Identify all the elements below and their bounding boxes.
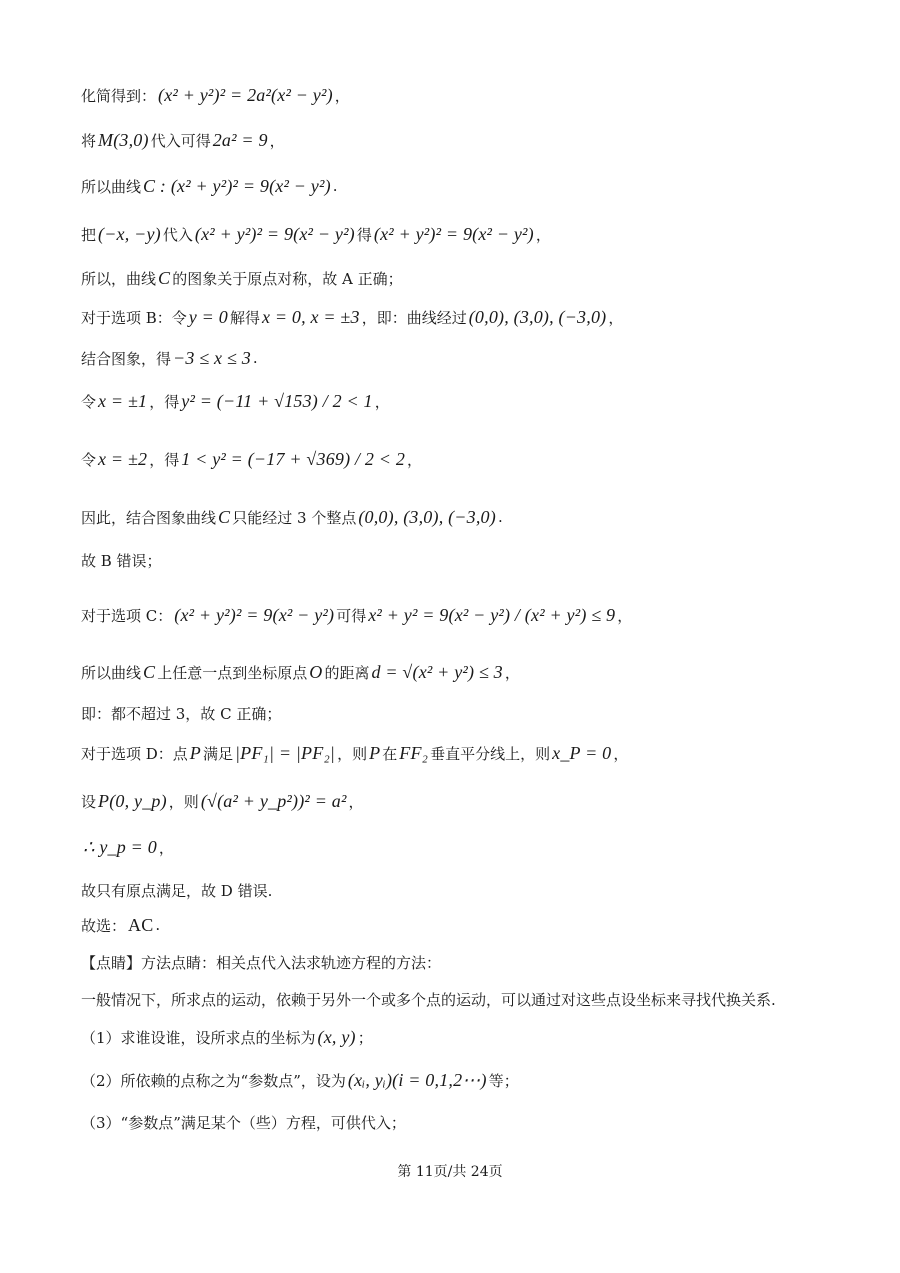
line-text: ，即：曲线经过 <box>361 308 467 327</box>
line-tail: ， <box>158 838 174 857</box>
math-expression: FF₂ <box>399 742 429 763</box>
line-text: 令 <box>81 450 97 469</box>
line-text: 对于选项 B：令 <box>81 308 187 327</box>
text-line <box>81 124 860 156</box>
math-expression: (x² + y²)² = 9(x² − y²) <box>194 223 355 244</box>
line-text: 结合图象，得 <box>81 349 172 368</box>
line-text: ，得 <box>149 392 180 411</box>
math-expression: O <box>309 661 323 682</box>
line-text: 设 <box>81 792 97 811</box>
math-expression: ∴ y_p = 0 <box>83 836 157 857</box>
text-line <box>81 385 860 417</box>
math-expression: C <box>143 661 156 682</box>
text-line <box>81 874 860 906</box>
line-text: 上任意一点到坐标原点 <box>157 663 308 682</box>
text-line <box>81 342 860 374</box>
line-text: 因此，结合图象曲线 <box>81 508 217 527</box>
line-tail: ， <box>374 392 390 411</box>
line-text: 只能经过 3 个整点 <box>232 508 357 527</box>
text-line <box>81 1106 860 1138</box>
line-text: 可得 <box>336 606 367 625</box>
text-line <box>81 599 860 631</box>
line-text: 所以曲线 <box>81 177 142 196</box>
math-expression: y² = (−11 + √153) / 2 < 1 <box>181 390 373 411</box>
line-text: 把 <box>81 225 97 244</box>
math-expression: 2a² = 9 <box>212 129 268 150</box>
text-line <box>81 946 860 978</box>
line-text: 的距离 <box>324 663 370 682</box>
line-tail: ， <box>613 744 629 763</box>
text-line <box>81 1064 860 1096</box>
line-text: （2）所依赖的点称之为“参数点”，设为 <box>81 1071 346 1090</box>
line-tail: ； <box>357 1028 373 1047</box>
line-text: 一般情况下，所求点的运动，依赖于另外一个或多个点的运动，可以通过对这些点设坐标来寻找代换关系. <box>81 990 776 1009</box>
text-line <box>81 501 860 533</box>
math-expression: P <box>369 742 381 763</box>
line-text: （1）求谁设谁，设所求点的坐标为 <box>81 1028 316 1047</box>
line-text: 解得 <box>229 308 260 327</box>
math-expression: (x² + y²)² = 9(x² − y²) <box>174 604 335 625</box>
line-tail: ， <box>535 225 551 244</box>
math-expression: y = 0 <box>188 306 228 327</box>
math-expression: (x² + y²)² = 9(x² − y²) <box>373 223 534 244</box>
line-tail: . <box>332 177 338 195</box>
text-line <box>81 218 860 250</box>
line-text: 化简得到： <box>81 86 157 105</box>
math-expression: M(3,0) <box>98 129 149 150</box>
text-line <box>81 737 860 769</box>
math-expression: d = √(x² + y²) ≤ 3 <box>371 661 503 682</box>
math-expression: AC <box>128 914 154 935</box>
math-expression: (−x, −y) <box>98 223 161 244</box>
line-text: 令 <box>81 392 97 411</box>
line-tail: . <box>155 916 161 934</box>
line-text: 故选： <box>81 916 127 935</box>
line-tail: ， <box>608 308 624 327</box>
math-expression: 1 < y² = (−17 + √369) / 2 < 2 <box>181 448 406 469</box>
math-expression: (0,0), (3,0), (−3,0) <box>358 506 496 527</box>
math-expression: P <box>189 742 201 763</box>
line-text: 对于选项 D：点 <box>81 744 188 763</box>
line-text: 故只有原点满足，故 D 错误. <box>81 881 273 900</box>
text-line <box>81 909 860 941</box>
line-tail: 等； <box>488 1071 519 1090</box>
text-line <box>81 544 860 576</box>
math-expression: x = 0, x = ±3 <box>261 306 360 327</box>
math-expression: (0,0), (3,0), (−3,0) <box>468 306 607 327</box>
math-expression: (xᵢ, yᵢ)(i = 0,1,2⋯) <box>347 1069 487 1090</box>
line-text: 得 <box>356 225 372 244</box>
line-text: 满足 <box>203 744 234 763</box>
line-text: 所以曲线 <box>81 663 142 682</box>
line-text: ，则 <box>168 792 199 811</box>
line-tail: ， <box>617 606 633 625</box>
text-line <box>81 79 860 111</box>
line-tail: ， <box>407 450 423 469</box>
text-line <box>81 301 860 333</box>
text-line <box>81 697 860 729</box>
text-line <box>81 656 860 688</box>
line-text: ，则 <box>337 744 368 763</box>
math-expression: (√(a² + y_p²))² = a² <box>200 790 347 811</box>
line-text: 代入 <box>162 225 193 244</box>
text-line <box>81 831 860 863</box>
math-expression: x = ±1 <box>98 390 148 411</box>
math-expression: C <box>158 267 171 288</box>
math-expression: x = ±2 <box>98 448 148 469</box>
text-line <box>81 262 860 294</box>
math-expression: |PF₁| = |PF₂| <box>235 742 336 763</box>
math-expression: −3 ≤ x ≤ 3 <box>173 347 251 368</box>
line-text: 垂直平分线上，则 <box>430 744 551 763</box>
line-text: 代入可得 <box>150 131 211 150</box>
line-text: ，得 <box>149 450 180 469</box>
line-text: 将 <box>81 131 97 150</box>
line-text: 即：都不超过 3，故 C 正确； <box>81 704 282 723</box>
line-text: 的图象关于原点对称，故 A 正确； <box>172 269 403 288</box>
math-expression: (x² + y²)² = 2a²(x² − y²) <box>158 84 333 105</box>
line-tail: . <box>252 349 258 367</box>
text-line <box>81 170 860 202</box>
line-tail: ， <box>348 792 364 811</box>
math-expression: C : (x² + y²)² = 9(x² − y²) <box>143 175 331 196</box>
text-line <box>81 983 860 1015</box>
line-text: （3）“参数点”满足某个（些）方程，可供代入； <box>81 1113 406 1132</box>
math-expression: P(0, y_p) <box>98 790 167 811</box>
page-footer: 第 11页/共 24页 <box>397 1164 503 1180</box>
math-expression: C <box>218 506 231 527</box>
text-line <box>81 1021 860 1053</box>
text-line <box>81 785 860 817</box>
math-expression: x² + y² = 9(x² − y²) / (x² + y²) ≤ 9 <box>368 604 616 625</box>
text-line <box>81 443 860 475</box>
math-expression: (x, y) <box>317 1026 356 1047</box>
line-text: 在 <box>382 744 398 763</box>
line-text: 所以，曲线 <box>81 269 157 288</box>
line-tail: ， <box>334 86 350 105</box>
line-text: 故 B 错误； <box>81 551 162 570</box>
line-tail: ， <box>504 663 520 682</box>
math-expression: x_P = 0 <box>552 742 612 763</box>
line-text: 对于选项 C： <box>81 606 173 625</box>
line-text: 【点睛】方法点睛：相关点代入法求轨迹方程的方法： <box>81 953 442 972</box>
line-tail: . <box>497 508 503 526</box>
line-tail: ， <box>269 131 285 150</box>
